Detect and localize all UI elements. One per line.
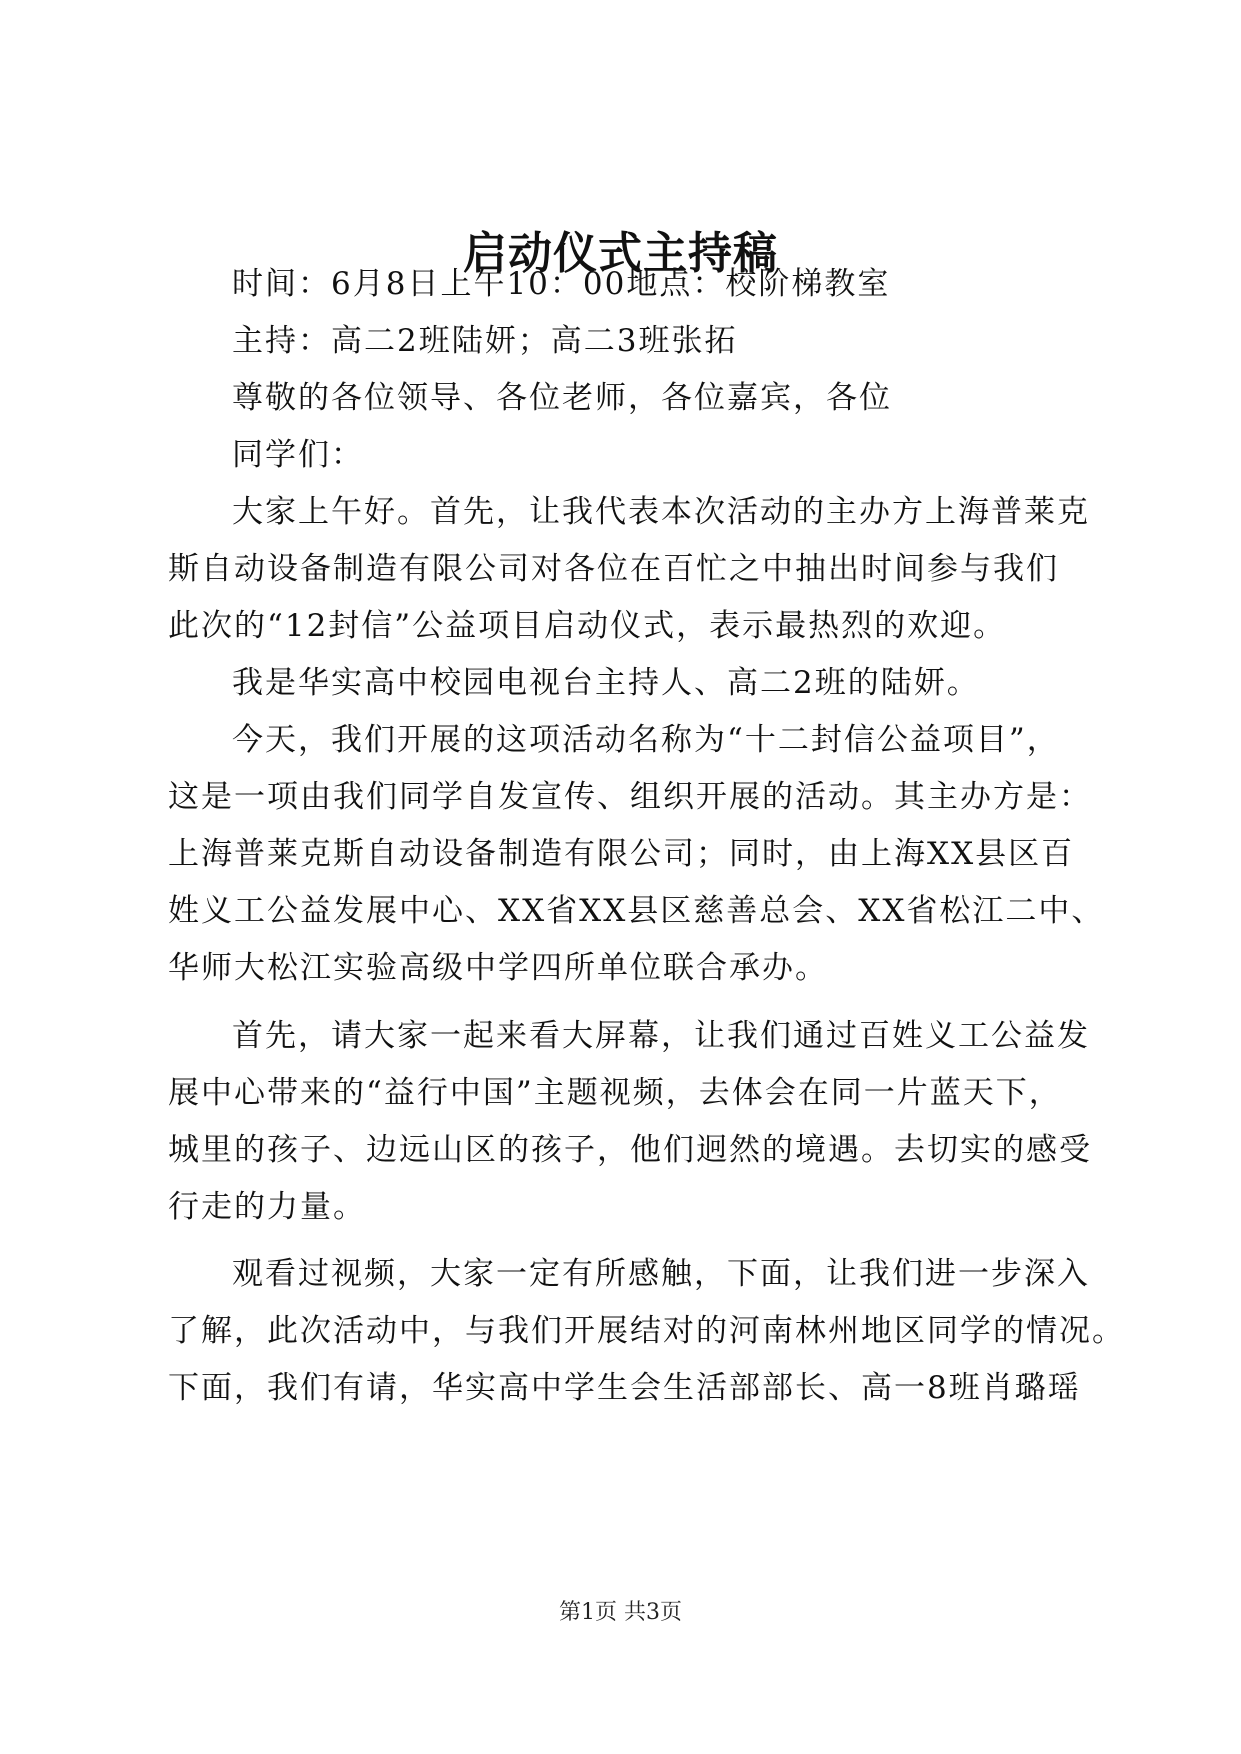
paragraph-line: 首先，请大家一起来看大屏幕，让我们通过百姓义工公益发 [232,1018,1090,1054]
greeting-line: 尊敬的各位领导、各位老师，各位嘉宾，各位 [232,380,892,416]
paragraph-line: 观看过视频，大家一定有所感触，下面，让我们进一步深入 [232,1256,1090,1292]
paragraph-line: 今天，我们开展的这项活动名称为“十二封信公益项目”， [232,722,1060,758]
page-number-footer: 第1页 共3页 [559,1600,682,1625]
paragraph-line: 下面，我们有请，华实高中学生会生活部部长、高一8班肖璐瑶 [168,1370,1081,1406]
greeting-line: 同学们： [232,437,364,473]
paragraph-line: 展中心带来的“益行中国”主题视频，去体会在同一片蓝天下， [168,1075,1062,1111]
paragraph-line: 了解，此次活动中，与我们开展结对的河南林州地区同学的情况。 [168,1313,1125,1349]
meta-time-location: 时间：6月8日上午10：00地点：校阶梯教室 [232,266,891,302]
paragraph-line: 姓义工公益发展中心、XX省XX县区慈善总会、XX省松江二中、 [168,893,1105,929]
meta-hosts: 主持：高二2班陆妍；高二3班张拓 [232,323,738,359]
paragraph-line: 大家上午好。首先，让我代表本次活动的主办方上海普莱克 [232,494,1090,530]
paragraph-line: 我是华实高中校园电视台主持人、高二2班的陆妍。 [232,665,980,701]
paragraph-line: 这是一项由我们同学自发宣传、组织开展的活动。其主办方是： [168,779,1092,815]
paragraph-line: 行走的力量。 [168,1189,366,1225]
paragraph-line: 城里的孩子、边远山区的孩子，他们迥然的境遇。去切实的感受 [168,1132,1092,1168]
paragraph-line: 此次的“12封信”公益项目启动仪式，表示最热烈的欢迎。 [168,608,1007,644]
paragraph-line: 上海普莱克斯自动设备制造有限公司；同时，由上海XX县区百 [168,836,1075,872]
paragraph-line: 斯自动设备制造有限公司对各位在百忙之中抽出时间参与我们 [168,551,1059,587]
document-title: 启动仪式主持稿 [463,228,778,279]
paragraph-line: 华师大松江实验高级中学四所单位联合承办。 [168,950,828,986]
